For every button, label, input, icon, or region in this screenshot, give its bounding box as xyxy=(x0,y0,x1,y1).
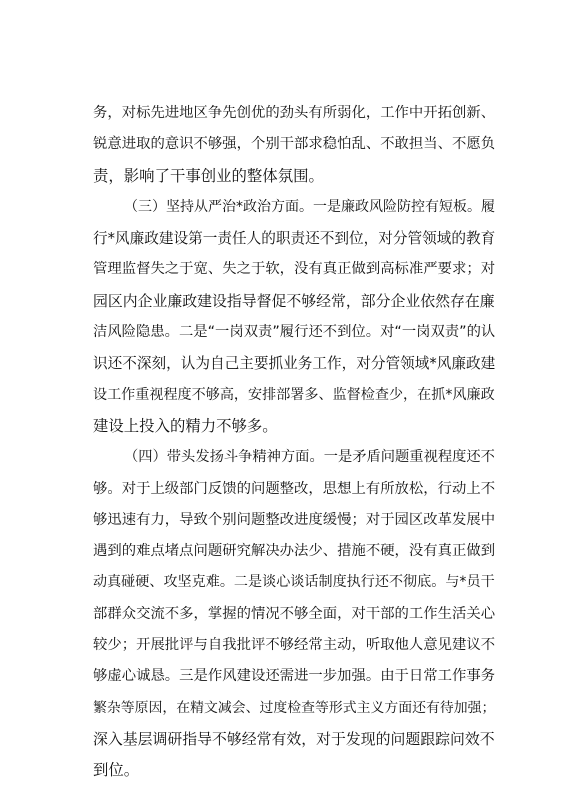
text-line: 较少；开展批评与自我批评不够经常主动，听取他人意见建议不 xyxy=(93,637,496,654)
section-heading-line: （三）坚持从严治*政治方面。一是廉政风险防控有短板。履 xyxy=(124,198,495,215)
text-line: 洁风险隐患。二是“一岗双责”履行还不到位。对“一岗双责”的认 xyxy=(93,324,496,341)
text-line: 建设上投入的精力不够多。 xyxy=(93,416,278,435)
text-line: 够。对于上级部门反馈的问题整改，思想上有所放松，行动上不 xyxy=(93,480,496,497)
text-line: 深入基层调研指导不够经常有效，对于发现的问题跟踪问效不 xyxy=(93,729,495,748)
text-line: 动真碰硬、攻坚克难。二是谈心谈话制度执行还不彻底。与*员干 xyxy=(93,574,495,591)
text-line: 园区内企业廉政建设指导督促不够经常，部分企业依然存在廉 xyxy=(93,291,495,310)
text-line: 管理监督失之于宽、失之于软，没有真正做到高标准严要求；对 xyxy=(93,261,496,278)
text-line: 繁杂等原因，在精文减会、过度检查等形式主义方面还有待加强； xyxy=(93,699,496,716)
text-line: 设工作重视程度不够高，安排部署多、监督检查少，在抓*风廉政 xyxy=(93,386,495,403)
text-line: 够虚心诚恳。三是作风建设还需进一步加强。由于日常工作事务 xyxy=(93,668,496,685)
text-line: 务，对标先进地区争先创优的劲头有所弱化，工作中开拓创新、 xyxy=(93,105,496,121)
document-body xyxy=(93,98,495,787)
text-line: 到位。 xyxy=(93,761,140,780)
text-line: 责，影响了干事创业的整体氛围。 xyxy=(93,166,324,185)
text-line: 识还不深刻，认为自己主要抓业务工作，对分管领域*风廉政建 xyxy=(93,355,496,373)
text-line: 部群众交流不多，掌握的情况不够全面，对干部的工作生活关心 xyxy=(93,605,496,622)
text-line: 遇到的难点堵点问题研究解决办法少、措施不硬，没有真正做到 xyxy=(93,543,496,560)
text-line: 够迅速有力，导致个别问题整改进度缓慢；对于园区改革发展中 xyxy=(93,511,496,528)
section-heading-line: （四）带头发扬斗争精神方面。一是矛盾问题重视程度还不 xyxy=(124,449,495,466)
text-line: 锐意进取的意识不够强，个别干部求稳怕乱、不敢担当、不愿负 xyxy=(93,136,496,153)
text-line: 行*风廉政建设第一责任人的职责还不到位，对分管领域的教育 xyxy=(93,230,496,248)
